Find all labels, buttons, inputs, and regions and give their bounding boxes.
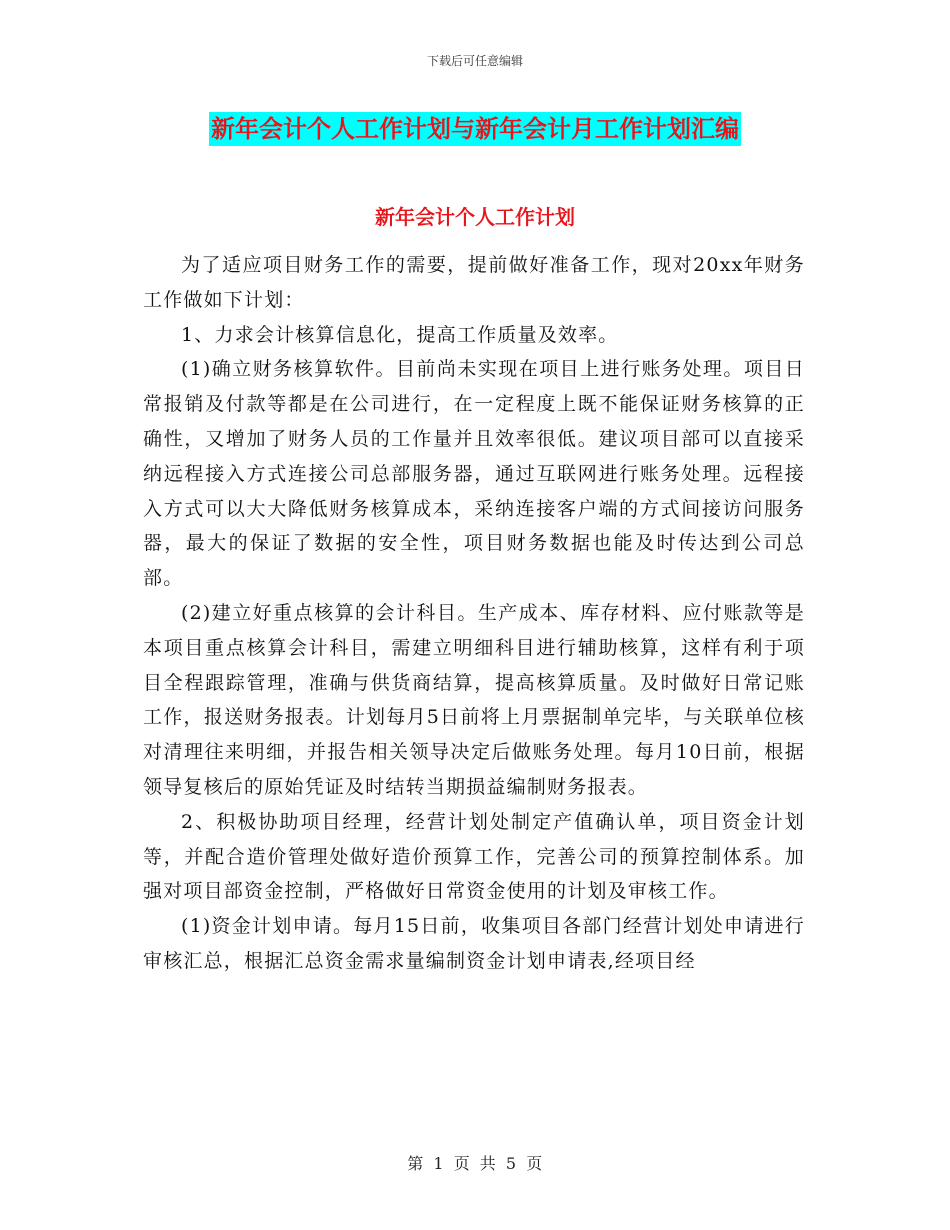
paragraph: (1)资金计划申请。每月15日前，收集项目各部门经营计划处申请进行审核汇总，根据汇总资金需求量编制资金计划申请表,经项目经 [143, 915, 805, 972]
document-title [0, 112, 950, 150]
document-title-text: 新年会计个人工作计划与新年会计月工作计划汇编 [209, 112, 741, 146]
total-unit: 页 [526, 1154, 543, 1173]
total-pages: 5 [505, 1154, 517, 1173]
page-number: 1 [433, 1154, 445, 1173]
page-label: 第 [407, 1154, 424, 1173]
document-body [143, 248, 805, 979]
total-label: 共 [479, 1154, 497, 1173]
paragraph: 2、积极协助项目经理，经营计划处制定产值确认单，项目资金计划等，并配合造价管理处做好造价预算工作，完善公司的预算控制体系。加强对项目部资金控制，严格做好日常资金使用的计划及审核工作。 [143, 810, 805, 903]
page-unit: 页 [453, 1154, 471, 1173]
paragraph: (2)建立好重点核算的会计科目。生产成本、库存材料、应付账款等是本项目重点核算会计科目，需建立明细科目进行辅助核算，这样有利于项目全程跟踪管理，准确与供货商结算，提高核算质量。及时做好日常记账工作，报送财务报表。计划每月5日前将上月票据制单完毕，与关联单位核对清理往来明细，并报告相关领导决定后做账务处理。每月10日前，根据领导复核后的原始凭证及时结转当期损益编制财务报表。 [143, 601, 805, 798]
section-title: 新年会计个人工作计划 [375, 205, 575, 229]
page-header-note: 下载后可任意编辑 [426, 54, 523, 68]
paragraph: 1、力求会计核算信息化，提高工作质量及效率。 [181, 323, 619, 346]
paragraph: (1)确立财务核算软件。目前尚未实现在项目上进行账务处理。项目日常报销及付款等都是在公司进行，在一定程度上既不能保证财务核算的正确性，又增加了财务人员的工作量并且效率很低。建议项目部可以直接采纳远程接入方式连接公司总部服务器，通过互联网进行账务处理。远程接入方式可以大大降低财务核算成本，采纳连接客户端的方式间接访问服务器，最大的保证了数据的安全性，项目财务数据也能及时传达到公司总部。 [143, 358, 805, 590]
paragraph: 为了适应项目财务工作的需要，提前做好准备工作，现对20xx年财务工作做如下计划： [143, 254, 805, 311]
page-footer [0, 1154, 950, 1174]
